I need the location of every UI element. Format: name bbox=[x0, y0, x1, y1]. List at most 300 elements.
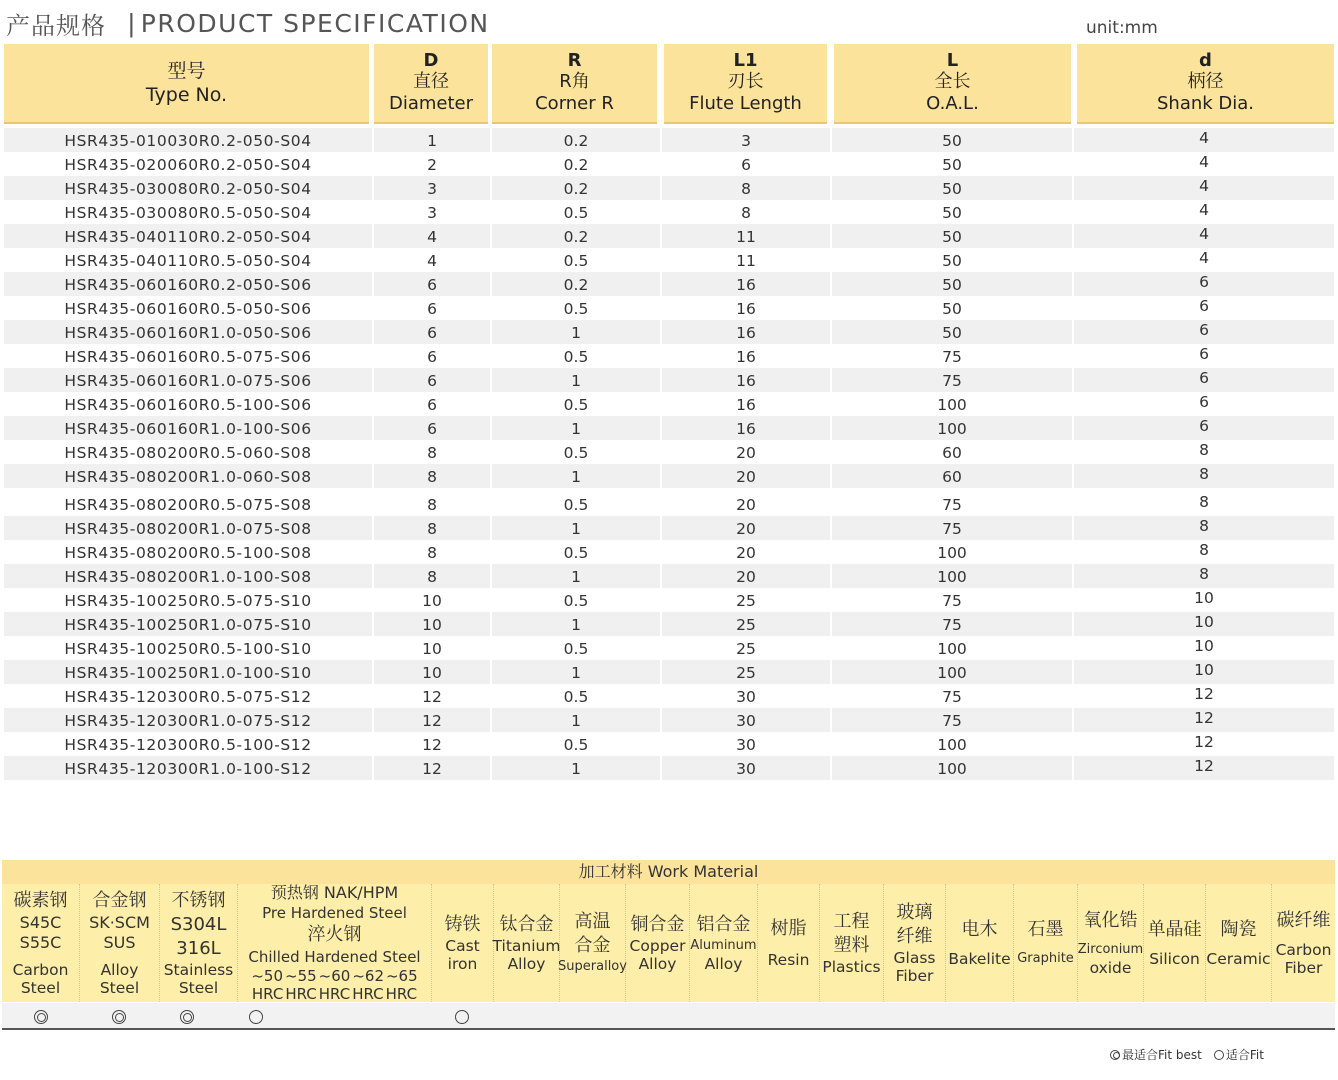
titanium-cn: 钛合金 bbox=[499, 914, 554, 935]
row-corner-r: 1 bbox=[492, 756, 662, 780]
zirconium-cn: 氧化锆 bbox=[1083, 910, 1138, 931]
material-plastics bbox=[820, 884, 884, 1002]
header-l1-cn: 刃长 bbox=[727, 71, 764, 92]
alloy-en-1: Alloy bbox=[100, 961, 139, 979]
row-type-no: HSR435-100250R1.0-100-S10 bbox=[4, 660, 374, 684]
header-l-en: O.A.L. bbox=[926, 93, 979, 114]
header-flute-length bbox=[664, 44, 827, 124]
zirconium-en-2: oxide bbox=[1089, 959, 1132, 977]
table-row bbox=[4, 272, 1334, 296]
row-type-no: HSR435-080200R1.0-060-S08 bbox=[4, 464, 374, 488]
row-corner-r: 0.5 bbox=[492, 440, 662, 464]
row-diameter: 2 bbox=[374, 152, 492, 176]
header-r-cn: R角 bbox=[559, 71, 590, 92]
header-sd-sym: d bbox=[1199, 50, 1212, 71]
row-corner-r: 0.5 bbox=[492, 344, 662, 368]
hrc-unit: HRC bbox=[285, 985, 317, 1003]
row-oal: 60 bbox=[832, 464, 1074, 488]
work-material-title: 加工材料 Work Material bbox=[2, 860, 1335, 884]
table-row bbox=[4, 756, 1334, 780]
header-d-sym: D bbox=[423, 50, 439, 71]
header-sd-en: Shank Dia. bbox=[1156, 93, 1255, 114]
row-oal: 50 bbox=[832, 320, 1074, 344]
row-diameter: 6 bbox=[374, 416, 492, 440]
row-corner-r: 1 bbox=[492, 464, 662, 488]
table-row bbox=[4, 344, 1334, 368]
row-oal: 50 bbox=[832, 272, 1074, 296]
row-oal: 50 bbox=[832, 224, 1074, 248]
header-type-en: Type No. bbox=[145, 84, 228, 106]
row-corner-r: 0.5 bbox=[492, 732, 662, 756]
row-type-no: HSR435-030080R0.5-050-S04 bbox=[4, 200, 374, 224]
table-row bbox=[4, 248, 1334, 272]
bakelite-cn: 电木 bbox=[961, 919, 998, 940]
row-type-no: HSR435-100250R0.5-100-S10 bbox=[4, 636, 374, 660]
row-diameter: 8 bbox=[374, 516, 492, 540]
title-separator: | bbox=[128, 7, 135, 38]
material-superalloy bbox=[560, 884, 626, 1002]
header-corner-r bbox=[492, 44, 657, 124]
row-flute-length: 11 bbox=[662, 248, 832, 272]
fit-best-mark-stainless bbox=[180, 1010, 194, 1024]
unit-label: unit:mm bbox=[1086, 18, 1158, 38]
table-row bbox=[4, 320, 1334, 344]
ceramic-en: Ceramic bbox=[1206, 950, 1271, 968]
row-type-no: HSR435-100250R0.5-075-S10 bbox=[4, 588, 374, 612]
row-oal: 100 bbox=[832, 416, 1074, 440]
row-type-no: HSR435-060160R0.5-075-S06 bbox=[4, 344, 374, 368]
row-oal: 100 bbox=[832, 392, 1074, 416]
chilled-en: Chilled Hardened Steel bbox=[248, 948, 421, 966]
header-sd-cn: 柄径 bbox=[1187, 71, 1224, 92]
header-diameter bbox=[374, 44, 488, 124]
row-flute-length: 8 bbox=[662, 176, 832, 200]
fit-best-mark-carbon bbox=[34, 1010, 48, 1024]
row-diameter: 6 bbox=[374, 320, 492, 344]
row-corner-r: 0.5 bbox=[492, 248, 662, 272]
header-r-en: Corner R bbox=[535, 93, 614, 114]
row-flute-length: 30 bbox=[662, 732, 832, 756]
header-d-cn: 直径 bbox=[413, 71, 449, 92]
row-shank-dia: 6 bbox=[1199, 369, 1209, 387]
material-glass-fiber bbox=[884, 884, 946, 1002]
row-diameter: 12 bbox=[374, 732, 492, 756]
row-diameter: 6 bbox=[374, 272, 492, 296]
row-flute-length: 25 bbox=[662, 636, 832, 660]
plastics-cn-2: 塑料 bbox=[833, 935, 870, 956]
row-corner-r: 1 bbox=[492, 416, 662, 440]
material-resin bbox=[758, 884, 820, 1002]
row-shank-dia: 6 bbox=[1199, 273, 1209, 291]
titanium-en-1: Titanium bbox=[492, 937, 561, 955]
material-graphite bbox=[1014, 884, 1078, 1002]
carbonfiber-cn: 碳纤维 bbox=[1276, 910, 1331, 931]
copper-en-1: Copper bbox=[629, 937, 686, 955]
chilled-cn: 淬火钢 bbox=[307, 924, 362, 945]
row-flute-length: 30 bbox=[662, 756, 832, 780]
aluminum-en-1: Aluminum bbox=[690, 938, 757, 953]
material-stainless-steel bbox=[160, 884, 238, 1002]
row-shank-dia: 12 bbox=[1194, 733, 1214, 751]
row-corner-r: 0.2 bbox=[492, 152, 662, 176]
alloy-en-2: Steel bbox=[99, 979, 140, 997]
row-corner-r: 1 bbox=[492, 660, 662, 684]
carbon-grade-1: S45C bbox=[19, 913, 62, 932]
row-oal: 75 bbox=[832, 684, 1074, 708]
row-diameter: 3 bbox=[374, 200, 492, 224]
row-shank-dia: 4 bbox=[1199, 177, 1209, 195]
row-corner-r: 0.5 bbox=[492, 684, 662, 708]
row-flute-length: 16 bbox=[662, 392, 832, 416]
row-flute-length: 20 bbox=[662, 464, 832, 488]
row-corner-r: 0.5 bbox=[492, 200, 662, 224]
hrc-unit: HRC bbox=[251, 985, 284, 1003]
row-shank-dia: 10 bbox=[1194, 637, 1214, 655]
legend-fit-label: 适合Fit bbox=[1225, 1048, 1264, 1062]
cast-en-2: iron bbox=[447, 955, 478, 973]
copper-cn: 铜合金 bbox=[630, 914, 685, 935]
fit-best-icon bbox=[1110, 1050, 1120, 1060]
row-diameter: 12 bbox=[374, 756, 492, 780]
row-shank-dia: 10 bbox=[1194, 661, 1214, 679]
stainless-en-2: Steel bbox=[178, 979, 219, 997]
table-row bbox=[4, 128, 1334, 152]
row-type-no: HSR435-030080R0.2-050-S04 bbox=[4, 176, 374, 200]
row-oal: 50 bbox=[832, 152, 1074, 176]
row-oal: 100 bbox=[832, 636, 1074, 660]
aluminum-en-2: Alloy bbox=[704, 955, 743, 973]
row-diameter: 1 bbox=[374, 128, 492, 152]
glass-en-1: Glass bbox=[893, 949, 936, 967]
material-pre-hardened-steel bbox=[238, 884, 432, 1002]
row-flute-length: 30 bbox=[662, 708, 832, 732]
row-diameter: 12 bbox=[374, 684, 492, 708]
row-corner-r: 1 bbox=[492, 320, 662, 344]
stainless-grade-2: 316L bbox=[176, 938, 221, 959]
row-shank-dia: 4 bbox=[1199, 249, 1209, 267]
material-carbon-fiber bbox=[1272, 884, 1335, 1002]
header-shank-dia bbox=[1077, 44, 1334, 124]
table-row bbox=[4, 492, 1334, 516]
material-copper-alloy bbox=[626, 884, 690, 1002]
row-diameter: 10 bbox=[374, 636, 492, 660]
row-oal: 75 bbox=[832, 368, 1074, 392]
row-shank-dia: 6 bbox=[1199, 417, 1209, 435]
row-oal: 75 bbox=[832, 708, 1074, 732]
carbonfiber-en-1: Carbon bbox=[1275, 941, 1332, 959]
header-l1-sym: L1 bbox=[733, 50, 758, 71]
row-diameter: 12 bbox=[374, 708, 492, 732]
row-shank-dia: 8 bbox=[1199, 517, 1209, 535]
row-shank-dia: 8 bbox=[1199, 565, 1209, 583]
row-type-no: HSR435-080200R1.0-075-S08 bbox=[4, 516, 374, 540]
titanium-en-2: Alloy bbox=[507, 955, 546, 973]
row-corner-r: 1 bbox=[492, 564, 662, 588]
legend bbox=[1110, 1046, 1264, 1063]
row-type-no: HSR435-080200R0.5-060-S08 bbox=[4, 440, 374, 464]
row-corner-r: 1 bbox=[492, 368, 662, 392]
table-row bbox=[4, 516, 1334, 540]
row-oal: 75 bbox=[832, 516, 1074, 540]
row-flute-length: 16 bbox=[662, 272, 832, 296]
row-type-no: HSR435-120300R0.5-075-S12 bbox=[4, 684, 374, 708]
row-corner-r: 0.5 bbox=[492, 492, 662, 516]
prehard-en: Pre Hardened Steel bbox=[262, 904, 407, 922]
header-l-cn: 全长 bbox=[934, 71, 971, 92]
table-row bbox=[4, 152, 1334, 176]
hrc-unit: HRC bbox=[352, 985, 384, 1003]
row-type-no: HSR435-080200R1.0-100-S08 bbox=[4, 564, 374, 588]
plastics-cn-1: 工程 bbox=[833, 911, 870, 932]
material-titanium-alloy bbox=[494, 884, 560, 1002]
row-diameter: 8 bbox=[374, 564, 492, 588]
row-corner-r: 0.5 bbox=[492, 392, 662, 416]
row-shank-dia: 4 bbox=[1199, 201, 1209, 219]
legend-fit-best bbox=[1110, 1046, 1202, 1063]
header-l1-en: Flute Length bbox=[689, 93, 802, 114]
table-row bbox=[4, 368, 1334, 392]
row-oal: 100 bbox=[832, 564, 1074, 588]
row-flute-length: 16 bbox=[662, 416, 832, 440]
header-r-sym: R bbox=[567, 50, 582, 71]
table-row bbox=[4, 416, 1334, 440]
material-cast-iron bbox=[432, 884, 494, 1002]
glass-cn-2: 纤维 bbox=[896, 926, 933, 947]
graphite-cn: 石墨 bbox=[1027, 919, 1064, 940]
ceramic-cn: 陶瓷 bbox=[1220, 919, 1257, 940]
row-type-no: HSR435-120300R1.0-100-S12 bbox=[4, 756, 374, 780]
row-shank-dia: 6 bbox=[1199, 297, 1209, 315]
row-corner-r: 0.5 bbox=[492, 540, 662, 564]
row-diameter: 4 bbox=[374, 224, 492, 248]
row-flute-length: 16 bbox=[662, 320, 832, 344]
silicon-cn: 单晶硅 bbox=[1147, 919, 1202, 940]
work-material-table bbox=[2, 884, 1335, 1002]
row-diameter: 4 bbox=[374, 248, 492, 272]
fit-icon bbox=[1214, 1050, 1224, 1060]
title-cn: 产品规格 bbox=[6, 11, 106, 40]
header-type-cn: 型号 bbox=[167, 60, 206, 82]
row-diameter: 6 bbox=[374, 344, 492, 368]
row-type-no: HSR435-080200R0.5-075-S08 bbox=[4, 492, 374, 516]
row-flute-length: 25 bbox=[662, 588, 832, 612]
header-d-en: Diameter bbox=[388, 93, 474, 114]
aluminum-cn: 铝合金 bbox=[696, 914, 751, 935]
row-flute-length: 8 bbox=[662, 200, 832, 224]
prehard-cn: 预热钢 NAK/HPM bbox=[270, 883, 399, 902]
material-zirconium-oxide bbox=[1078, 884, 1144, 1002]
carbon-cn: 碳素钢 bbox=[13, 890, 68, 911]
row-diameter: 6 bbox=[374, 296, 492, 320]
row-flute-length: 20 bbox=[662, 516, 832, 540]
material-aluminum-alloy bbox=[690, 884, 758, 1002]
superalloy-cn-1: 高温 bbox=[574, 911, 611, 932]
row-flute-length: 11 bbox=[662, 224, 832, 248]
graphite-en: Graphite bbox=[1017, 951, 1074, 966]
hrc-ranges bbox=[251, 967, 417, 985]
row-flute-length: 25 bbox=[662, 660, 832, 684]
row-shank-dia: 8 bbox=[1199, 441, 1209, 459]
resin-cn: 树脂 bbox=[770, 918, 807, 939]
legend-fit bbox=[1214, 1046, 1264, 1063]
plastics-en: Plastics bbox=[822, 958, 881, 976]
silicon-en: Silicon bbox=[1149, 950, 1200, 968]
table-row bbox=[4, 660, 1334, 684]
row-oal: 50 bbox=[832, 296, 1074, 320]
alloy-grade-1: SK·SCM bbox=[89, 913, 150, 932]
row-type-no: HSR435-020060R0.2-050-S04 bbox=[4, 152, 374, 176]
zirconium-en-1: Zirconium bbox=[1077, 942, 1144, 957]
row-diameter: 6 bbox=[374, 368, 492, 392]
row-diameter: 6 bbox=[374, 392, 492, 416]
row-oal: 75 bbox=[832, 612, 1074, 636]
row-diameter: 8 bbox=[374, 464, 492, 488]
row-corner-r: 1 bbox=[492, 516, 662, 540]
row-oal: 50 bbox=[832, 176, 1074, 200]
row-flute-length: 16 bbox=[662, 296, 832, 320]
row-type-no: HSR435-060160R1.0-100-S06 bbox=[4, 416, 374, 440]
hrc-range-50: ~50 bbox=[251, 967, 284, 985]
alloy-grade-2: SUS bbox=[103, 933, 136, 952]
material-bakelite bbox=[946, 884, 1014, 1002]
carbon-en-1: Carbon bbox=[12, 961, 69, 979]
material-carbon-steel bbox=[2, 884, 80, 1002]
row-type-no: HSR435-100250R1.0-075-S10 bbox=[4, 612, 374, 636]
fit-mark-cast-iron bbox=[455, 1010, 469, 1024]
row-shank-dia: 4 bbox=[1199, 153, 1209, 171]
row-corner-r: 0.5 bbox=[492, 588, 662, 612]
row-type-no: HSR435-060160R0.2-050-S06 bbox=[4, 272, 374, 296]
row-oal: 50 bbox=[832, 128, 1074, 152]
glass-en-2: Fiber bbox=[895, 967, 934, 985]
superalloy-cn-2: 合金 bbox=[574, 935, 611, 956]
row-diameter: 8 bbox=[374, 492, 492, 516]
row-type-no: HSR435-060160R1.0-050-S06 bbox=[4, 320, 374, 344]
table-row bbox=[4, 708, 1334, 732]
material-ceramic bbox=[1206, 884, 1272, 1002]
carbonfiber-en-2: Fiber bbox=[1284, 959, 1323, 977]
cast-cn: 铸铁 bbox=[444, 914, 481, 935]
row-flute-length: 16 bbox=[662, 344, 832, 368]
row-shank-dia: 8 bbox=[1199, 541, 1209, 559]
glass-cn-1: 玻璃 bbox=[896, 902, 933, 923]
row-shank-dia: 10 bbox=[1194, 613, 1214, 631]
header-l-sym: L bbox=[946, 50, 959, 71]
table-row bbox=[4, 200, 1334, 224]
table-row bbox=[4, 440, 1334, 464]
carbon-en-2: Steel bbox=[20, 979, 61, 997]
row-flute-length: 3 bbox=[662, 128, 832, 152]
row-diameter: 8 bbox=[374, 540, 492, 564]
resin-en: Resin bbox=[767, 951, 810, 969]
row-diameter: 10 bbox=[374, 612, 492, 636]
row-corner-r: 0.2 bbox=[492, 224, 662, 248]
table-row bbox=[4, 296, 1334, 320]
fit-mark-prehard-50 bbox=[249, 1010, 263, 1024]
row-diameter: 8 bbox=[374, 440, 492, 464]
row-corner-r: 1 bbox=[492, 612, 662, 636]
row-flute-length: 6 bbox=[662, 152, 832, 176]
row-diameter: 3 bbox=[374, 176, 492, 200]
row-corner-r: 0.5 bbox=[492, 636, 662, 660]
cast-en-1: Cast bbox=[445, 937, 480, 955]
row-type-no: HSR435-040110R0.5-050-S04 bbox=[4, 248, 374, 272]
row-shank-dia: 12 bbox=[1194, 757, 1214, 775]
header-type-no bbox=[4, 44, 369, 124]
superalloy-en: Superalloy bbox=[558, 959, 627, 974]
row-shank-dia: 4 bbox=[1199, 225, 1209, 243]
row-flute-length: 16 bbox=[662, 368, 832, 392]
table-row bbox=[4, 540, 1334, 564]
copper-en-2: Alloy bbox=[638, 955, 677, 973]
row-type-no: HSR435-060160R1.0-075-S06 bbox=[4, 368, 374, 392]
fit-best-mark-alloy bbox=[112, 1010, 126, 1024]
hrc-range-65: ~65 bbox=[385, 967, 418, 985]
row-corner-r: 0.5 bbox=[492, 296, 662, 320]
row-type-no: HSR435-120300R0.5-100-S12 bbox=[4, 732, 374, 756]
table-row bbox=[4, 612, 1334, 636]
row-type-no: HSR435-060160R0.5-100-S06 bbox=[4, 392, 374, 416]
row-oal: 100 bbox=[832, 756, 1074, 780]
table-row bbox=[4, 392, 1334, 416]
table-row bbox=[4, 732, 1334, 756]
row-oal: 100 bbox=[832, 540, 1074, 564]
row-oal: 50 bbox=[832, 248, 1074, 272]
title-en: PRODUCT SPECIFICATION bbox=[140, 8, 490, 38]
row-flute-length: 30 bbox=[662, 684, 832, 708]
row-corner-r: 0.2 bbox=[492, 272, 662, 296]
table-row bbox=[4, 588, 1334, 612]
row-oal: 100 bbox=[832, 732, 1074, 756]
row-oal: 75 bbox=[832, 492, 1074, 516]
row-shank-dia: 8 bbox=[1199, 465, 1209, 483]
carbon-grade-2: S55C bbox=[19, 933, 62, 952]
suitability-row bbox=[2, 1003, 1335, 1030]
row-flute-length: 25 bbox=[662, 612, 832, 636]
page-title bbox=[6, 6, 490, 40]
row-type-no: HSR435-060160R0.5-050-S06 bbox=[4, 296, 374, 320]
row-flute-length: 20 bbox=[662, 564, 832, 588]
row-shank-dia: 12 bbox=[1194, 709, 1214, 727]
hrc-units bbox=[252, 985, 417, 1003]
row-oal: 100 bbox=[832, 660, 1074, 684]
spec-table-body bbox=[4, 128, 1334, 780]
hrc-unit: HRC bbox=[318, 985, 351, 1003]
row-shank-dia: 4 bbox=[1199, 129, 1209, 147]
header-oal bbox=[834, 44, 1071, 124]
stainless-grade-1: S304L bbox=[170, 914, 227, 935]
hrc-unit: HRC bbox=[385, 985, 418, 1003]
row-type-no: HSR435-010030R0.2-050-S04 bbox=[4, 128, 374, 152]
row-type-no: HSR435-040110R0.2-050-S04 bbox=[4, 224, 374, 248]
row-diameter: 10 bbox=[374, 660, 492, 684]
row-type-no: HSR435-080200R0.5-100-S08 bbox=[4, 540, 374, 564]
material-silicon bbox=[1144, 884, 1206, 1002]
table-row bbox=[4, 636, 1334, 660]
row-shank-dia: 12 bbox=[1194, 685, 1214, 703]
table-row bbox=[4, 684, 1334, 708]
row-corner-r: 0.2 bbox=[492, 176, 662, 200]
row-type-no: HSR435-120300R1.0-075-S12 bbox=[4, 708, 374, 732]
material-alloy-steel bbox=[80, 884, 160, 1002]
row-oal: 50 bbox=[832, 200, 1074, 224]
legend-fit-best-label: 最适合Fit best bbox=[1122, 1048, 1202, 1062]
row-diameter: 10 bbox=[374, 588, 492, 612]
row-oal: 75 bbox=[832, 344, 1074, 368]
stainless-cn: 不锈钢 bbox=[171, 890, 226, 911]
row-oal: 75 bbox=[832, 588, 1074, 612]
row-shank-dia: 6 bbox=[1199, 321, 1209, 339]
